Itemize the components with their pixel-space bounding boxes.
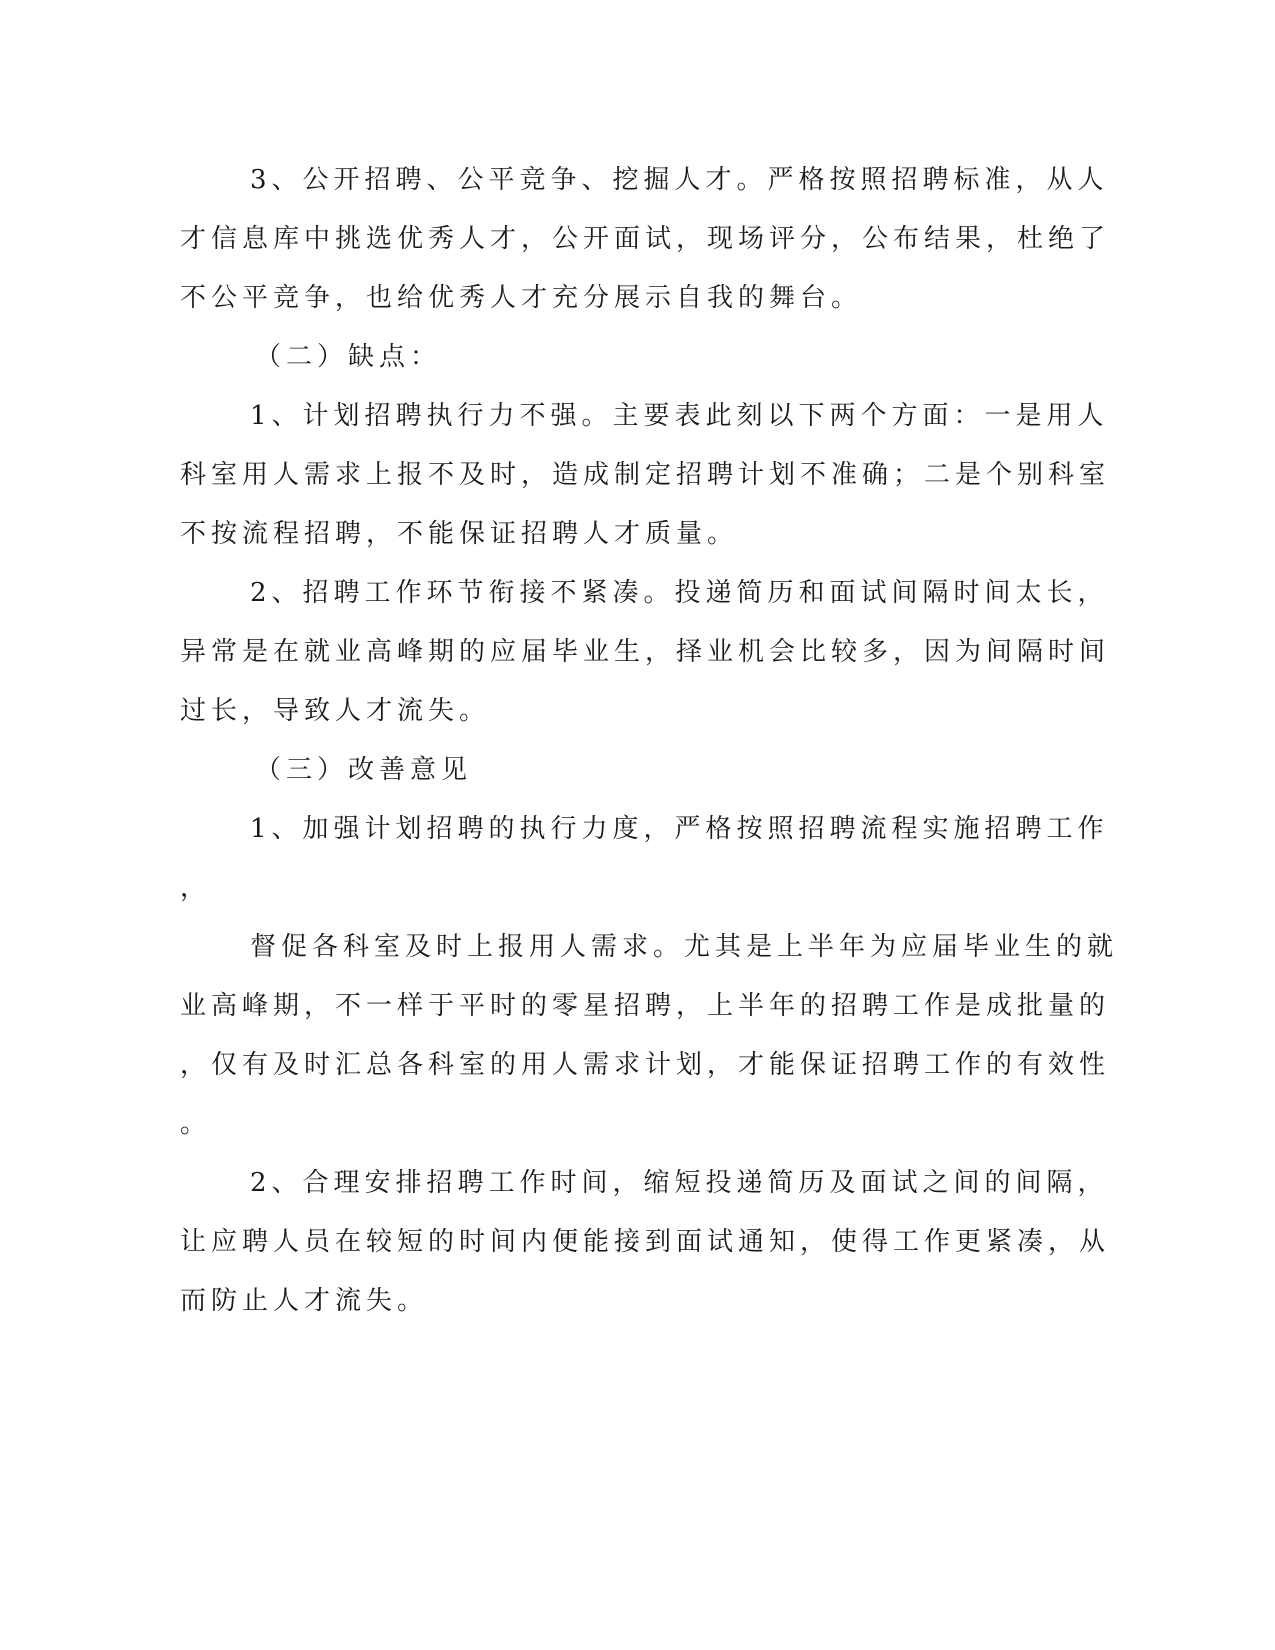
improvement-2-line-2: 让应聘人员在较短的时间内便能接到面试通知，使得工作更紧凑，从: [180, 1227, 1111, 1257]
improvement-2-line-1: 2、合理安排招聘工作时间，缩短投递简历及面试之间的间隔，: [250, 1168, 1109, 1198]
weakness-1-line-1: 1、计划招聘执行力不强。主要表此刻以下两个方面：一是用人: [250, 401, 1109, 431]
weakness-2-line-1: 2、招聘工作环节衔接不紧凑。投递简历和面试间隔时间太长，: [250, 578, 1109, 608]
improvement-1b-line-4: 。: [180, 1109, 212, 1139]
weakness-2-line-2: 异常是在就业高峰期的应届毕业生，择业机会比较多，因为间隔时间: [180, 637, 1111, 667]
improvement-1b-line-2: 业高峰期，不一样于平时的零星招聘，上半年的招聘工作是成批量的: [180, 991, 1111, 1021]
improvement-1b-line-3: ，仅有及时汇总各科室的用人需求计划，才能保证招聘工作的有效性: [180, 1050, 1111, 1080]
improvement-1b-line-1: 督促各科室及时上报用人需求。尤其是上半年为应届毕业生的就: [250, 932, 1119, 962]
improvement-1-line-2: ，: [180, 873, 212, 903]
improvement-2-line-3: 而防止人才流失。: [180, 1286, 429, 1316]
improvement-1-line-1: 1、加强计划招聘的执行力度，严格按照招聘流程实施招聘工作: [250, 814, 1109, 844]
weakness-1-line-2: 科室用人需求上报不及时，造成制定招聘计划不准确；二是个别科室: [180, 460, 1111, 490]
weakness-2-line-3: 过长，导致人才流失。: [180, 696, 491, 726]
weakness-1-line-3: 不按流程招聘，不能保证招聘人才质量。: [180, 519, 739, 549]
section-heading-improvements: （三）改善意见: [255, 755, 473, 785]
paragraph-3-line-1: 3、公开招聘、公平竞争、挖掘人才。严格按照招聘标准，从人: [250, 165, 1109, 195]
paragraph-3-line-3: 不公平竞争，也给优秀人才充分展示自我的舞台。: [180, 283, 863, 313]
section-heading-weaknesses: （二）缺点：: [255, 342, 442, 372]
paragraph-3-line-2: 才信息库中挑选优秀人才，公开面试，现场评分，公布结果，杜绝了: [180, 224, 1111, 254]
